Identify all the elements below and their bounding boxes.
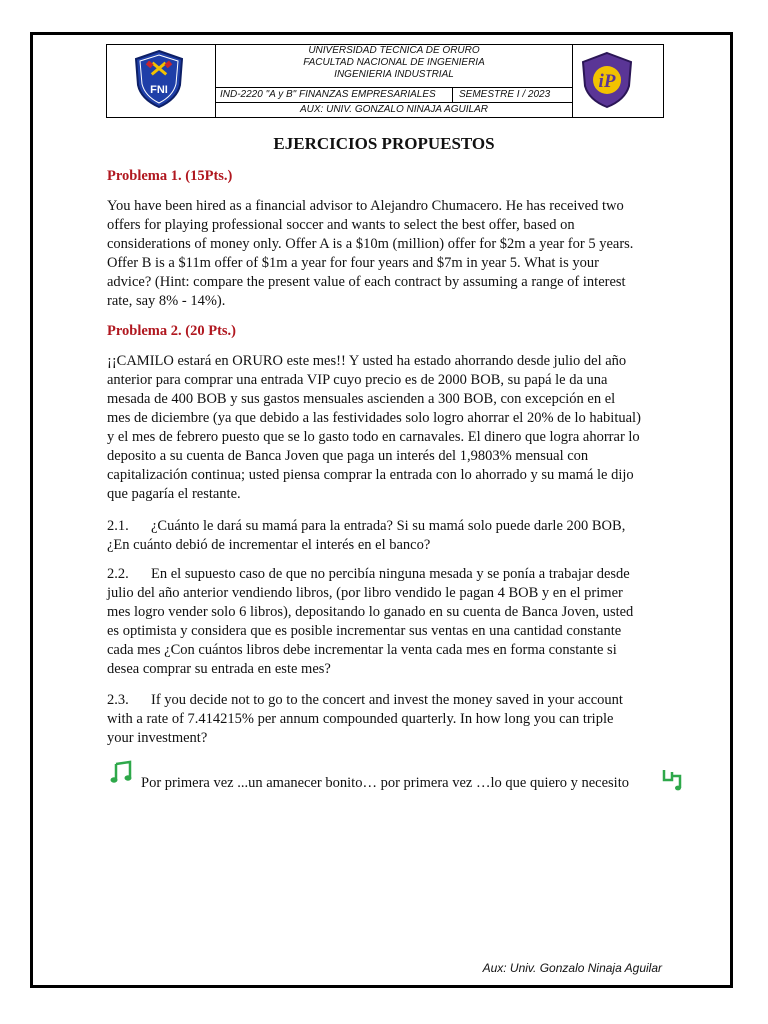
header-table <box>106 44 664 118</box>
question-line: with a rate of 7.414215% per annum compounded quarterly. In how long you can triple <box>107 711 614 727</box>
header-right-cell <box>572 45 663 117</box>
problem2-line: ¡¡CAMILO estará en ORURO este mes!! Y usted ha estado ahorrando desde julio del año <box>107 353 627 369</box>
university-name: UNIVERSIDAD TECNICA DE ORURO <box>308 45 480 56</box>
problem1-line: considerations of money only. Offer A is a $10m (million) offer for $2m a year for 5 years. <box>107 236 634 252</box>
problem2-line: que pagaría el restante. <box>107 486 241 502</box>
fni-shield-icon <box>133 49 185 109</box>
question-number: 2.2. <box>107 566 129 582</box>
problem2-line: mesada de 400 BOB y sus gastos mensuales ascienden a 300 BOB, con excepción en el <box>107 391 616 407</box>
question-line: ¿En cuánto debió de incrementar el interés en el banco? <box>107 537 431 553</box>
question-2-1 <box>107 517 663 555</box>
question-number: 2.3. <box>107 692 129 708</box>
problem1-line: rate, say 8% - 14%). <box>107 293 226 309</box>
problem1-line: Offer B is a $11m offer of $1m a year for four years and $7m in year 5. What is your <box>107 255 599 271</box>
problem1-line: offers for playing professional soccer and wants to select the best offer, based on <box>107 217 575 233</box>
problem2-heading: Problema 2. (20 Pts.) <box>107 323 236 339</box>
header-left-cell <box>107 45 216 117</box>
problem2-line: mes de diciembre (ya que debido a las festividades solo logro ahorrar el 20% de lo habitual) <box>107 410 641 426</box>
problem2-line: deposito a su cuenta de Banca Joven que paga un interés del 1,9803% mensual con <box>107 448 589 464</box>
aux-name: AUX: UNIV. GONZALO NINAJA AGUILAR <box>216 102 572 117</box>
course-row <box>216 87 572 102</box>
problem2-line: capitalización continua; usted piensa comprar la entrada con lo ahorrado y su mamá le dijo <box>107 467 634 483</box>
music-note-icon <box>110 760 136 786</box>
ip-logo-text: iP <box>598 71 616 92</box>
question-line: julio del año anterior vendiendo libros, (por libro vendido le pagan 4 BOB y en el primer <box>107 585 623 601</box>
problem2-line: y el mes de febrero puesto que se lo gasto todo en carnavales. El dinero que logra ahorrar lo <box>107 429 640 445</box>
question-number: 2.1. <box>107 518 129 534</box>
faculty-name: FACULTAD NACIONAL DE INGENIERIA <box>303 57 485 68</box>
fni-logo-text: FNI <box>150 84 168 96</box>
question-line: En el supuesto caso de que no percibía ninguna mesada y se ponía a trabajar desde <box>151 566 630 582</box>
problem2-body <box>107 352 663 504</box>
problem1-line: You have been hired as a financial advisor to Alejandro Chumacero. He has received two <box>107 198 624 214</box>
question-2-3 <box>107 691 663 748</box>
ip-shield-icon <box>579 50 635 110</box>
header-center <box>216 45 572 117</box>
semester: SEMESTRE I / 2023 <box>452 88 572 102</box>
music-note-icon <box>660 766 686 792</box>
question-line: cada mes ¿Con cuántos libros debe incrementar la venta cada mes en forma constante si <box>107 642 617 658</box>
question-line: ¿Cuánto le dará su mamá para la entrada? Si su mamá solo puede darle 200 BOB, <box>151 518 626 534</box>
career-name: INGENIERIA INDUSTRIAL <box>334 69 454 80</box>
question-line: es optimista y considera que es posible incrementar sus ventas en una cantidad constante <box>107 623 622 639</box>
footer-author: Aux: Univ. Gonzalo Ninaja Aguilar <box>482 961 662 975</box>
problem2-line: anterior para comprar una entrada VIP cuyo precio es de 2000 BOB, su papá le da una <box>107 372 608 388</box>
question-line: If you decide not to go to the concert and invest the money saved in your account <box>151 692 623 708</box>
question-line: desea comprar su entrada en este mes? <box>107 661 331 677</box>
problem1-body <box>107 197 663 311</box>
problem1-heading: Problema 1. (15Pts.) <box>107 168 233 184</box>
lyric-line: Por primera vez ...un amanecer bonito… por primera vez …lo que quiero y necesito <box>141 775 629 791</box>
question-line: your investment? <box>107 730 208 746</box>
question-line: mes logro vender solo 6 libros), depositando lo ganado en su cuenta de Banca Joven, usted <box>107 604 634 620</box>
problem1-line: advice? (Hint: compare the present value of each contract by assuming a range of interest <box>107 274 626 290</box>
page-title: EJERCICIOS PROPUESTOS <box>273 134 495 153</box>
course-code: IND-2220 "A y B" FINANZAS EMPRESARIALES <box>220 89 436 100</box>
question-2-2 <box>107 565 663 679</box>
